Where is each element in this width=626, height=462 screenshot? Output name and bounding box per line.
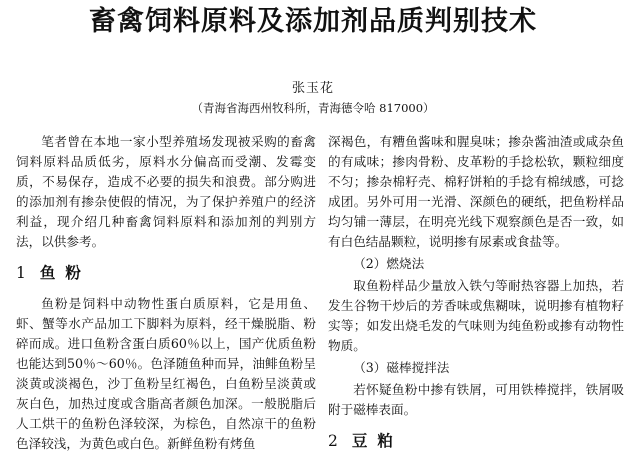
subheading-magnet: （3）磁棒搅拌法	[353, 360, 450, 375]
section-heading-soybean-meal	[328, 431, 624, 451]
fishmeal-paragraph: 鱼粉是饲料中动物性蛋白质原料，它是用鱼、虾、蟹等水产品加工下脚料为原料，经干燥脱脂、粉碎而成。进口鱼粉含蛋白质60％以上，国产优质鱼粉也能达到50％～60％。色泽随鱼种而异，油鲱鱼粉呈淡黄或淡褐色，沙丁鱼粉呈红褐色，白鱼粉呈淡黄或灰白色，加热过度或含脂高者颜色加深。一般脱脂后人工烘干的鱼粉色泽较深，为棕色，自然凉干的鱼粉色泽较浅，为黄色或白色。新鲜鱼粉有烤鱼	[16, 296, 316, 451]
intro-paragraph: 笔者曾在本地一家小型养殖场发现被采购的畜禽饲料原料品质低劣，原料水分偏高而受潮、发霉变质，不易保存，造成不必要的损失和浪费。部分购进的添加剂有掺杂使假的情况，为了保护养殖户的经济利益，现介绍几种畜禽饲料原料和添加剂的判别方法，以供参考。	[16, 134, 316, 249]
left-column	[16, 132, 316, 454]
section-number: 1	[16, 264, 26, 282]
magnet-paragraph: 若怀疑鱼粉中掺有铁屑，可用铁棒搅拌，铁屑吸附于磁棒表面。	[328, 382, 624, 417]
section-title: 鱼粉	[39, 264, 91, 282]
subheading-combustion: （2）燃烧法	[353, 256, 425, 271]
author-affiliation: （青海省海西州牧科所，青海德令哈 817000）	[191, 101, 435, 115]
right-column	[328, 132, 624, 462]
article-title: 畜禽饲料原料及添加剂品质判别技术	[89, 6, 537, 37]
continued-paragraph: 深褐色，有糟鱼酱味和腥臭味；掺杂酱油渣或咸杂鱼的有咸味；掺肉骨粉、皮革粉的手捻松软，颗粒细度不匀；掺杂棉籽壳、棉籽饼粕的手捻有棉绒感，可捻成团。另外可用一光滑、深颜色的硬纸，把鱼粉样品均匀铺一薄层，在明亮光线下观察颜色是否一致，如有白色结晶颗粒，说明掺有尿素或食盐等。	[328, 134, 624, 249]
section-title: 豆粕	[351, 432, 403, 450]
author-name: 张玉花	[291, 81, 334, 96]
combustion-paragraph: 取鱼粉样品少量放入铁勺等耐热容器上加热，若发生谷物干炒后的芳香味或焦糊味，说明掺有植物籽实等；如发出烧毛发的气味则为纯鱼粉或掺有动物性物质。	[328, 278, 624, 353]
section-number: 2	[328, 432, 338, 450]
section-heading-fishmeal	[16, 263, 316, 283]
